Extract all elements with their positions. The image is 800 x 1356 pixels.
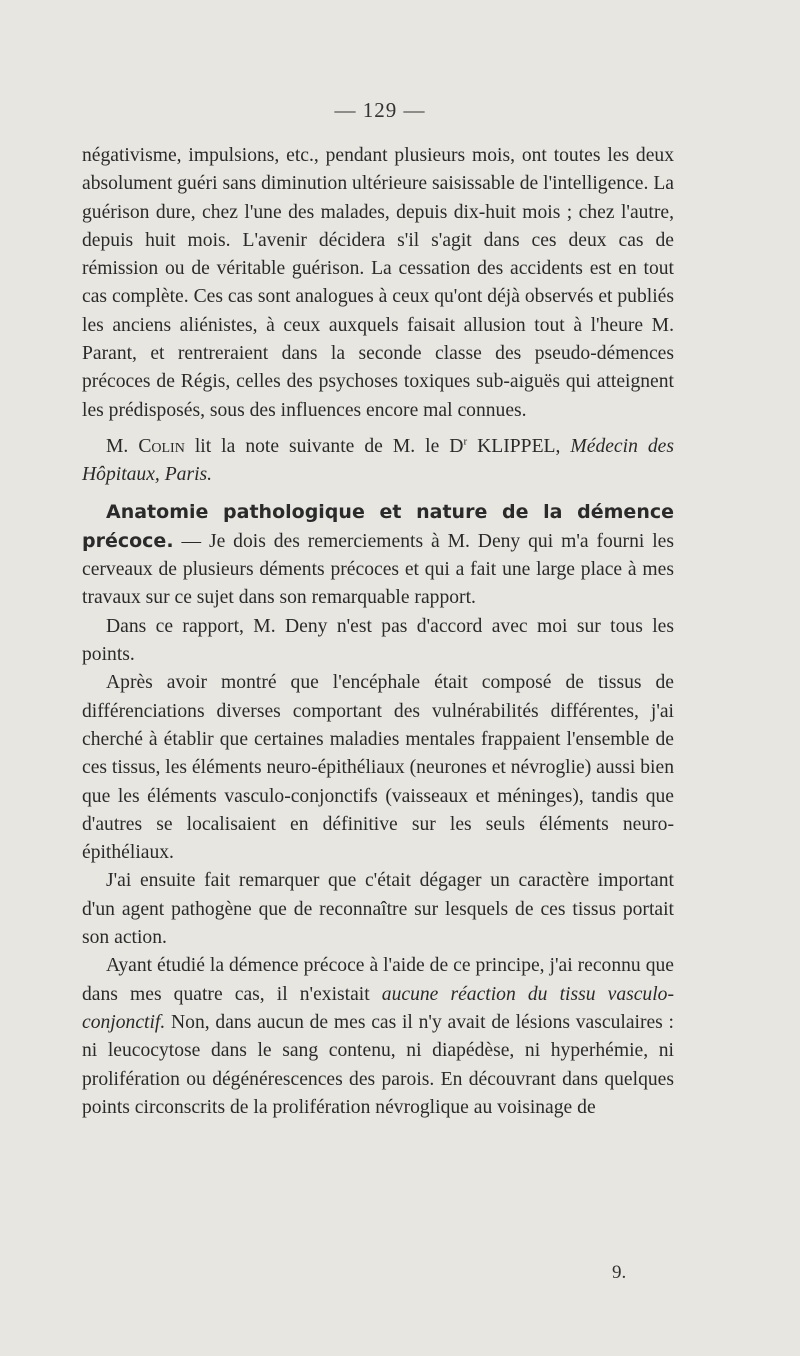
paragraph-emphasis bbox=[82, 952, 674, 1122]
paragraph: Après avoir montré que l'encéphale était composé de tissus de différenciations diverses comportant des vulnérabilités différentes, j'ai cherché à établir que certaines maladies mentales frappaient l'ensemble de ces tissus, les éléments neuro-épithéliaux (neurones et névroglie) aussi bien que les éléments vasculo-conjonctifs (vaisseaux et méninges), tandis que d'autres se localisaient en définitive sur les seuls éléments neuro-épithéliaux. bbox=[82, 672, 674, 864]
signature-mark: 9. bbox=[612, 1262, 627, 1283]
paragraph: J'ai ensuite fait remarquer que c'était dégager un caractère important d'un agent pathogène que de reconnaître sur lesquels de ces tissus portait son action. bbox=[82, 870, 674, 949]
author-affiliation: Médecin des Hôpitaux, Paris. bbox=[82, 435, 674, 486]
section-body: — Je dois des remerciements à M. Deny qui m'a fourni les cerveaux de plusieurs déments précoces et qui a fait une large place à mes travaux sur ce sujet dans son remarquable rapport. bbox=[82, 530, 674, 609]
text-prefix: M. bbox=[106, 435, 139, 457]
text-middle: lit la note suivante de M. le D bbox=[184, 435, 464, 457]
page-number: — 129 — bbox=[334, 98, 426, 122]
section-title: Anatomie pathologique et nature de la démence précoce. bbox=[82, 500, 674, 552]
paragraph: Dans ce rapport, M. Deny n'est pas d'accord avec moi sur tous les points. bbox=[82, 615, 674, 666]
body-text bbox=[82, 142, 674, 1122]
emphasized-text: aucune réaction du tissu vasculo-conjonctif. bbox=[82, 983, 674, 1033]
speaker-name: Colin bbox=[138, 435, 185, 457]
author-name: KLIPPEL, bbox=[467, 435, 571, 457]
text-after: Non, dans aucun de mes cas il n'y avait de lésions vasculaires : ni leucocytose dans le sang contenu, ni diapédèse, ni hyperhémie, ni prolifération ou dégénérescences des parois. En découvrant dans quelques points circonscrits de la prolifération névroglique au voisinage de bbox=[82, 1011, 674, 1118]
paragraph-colin bbox=[82, 433, 674, 490]
text-before: Ayant étudié la démence précoce à l'aide de ce principe, j'ai reconnu que dans mes quatre cas, il n'existait bbox=[82, 955, 674, 1005]
paragraph-section bbox=[82, 498, 674, 613]
superscript: r bbox=[463, 435, 468, 448]
paragraph: négativisme, impulsions, etc., pendant plusieurs mois, ont toutes les deux absolument guéri sans diminution ultérieure saisissable de l'intelligence. La guérison dure, chez l'une des malades, depuis dix-huit mois ; chez l'autre, depuis huit mois. L'avenir décidera s'il s'agit dans ces deux cas de rémission ou de véritable guérison. La cessation des accidents est en tout cas complète. Ces cas sont analogues à ceux qu'ont déjà observés et publiés les anciens aliénistes, à ceux auxquels faisait allusion tout à l'heure M. Parant, et rentreraient dans la seconde classe des pseudo-démences précoces de Régis, celles des psychoses toxiques sub-aiguës qui atteignent les prédisposés, sous des influences encore mal connues. bbox=[82, 145, 674, 421]
